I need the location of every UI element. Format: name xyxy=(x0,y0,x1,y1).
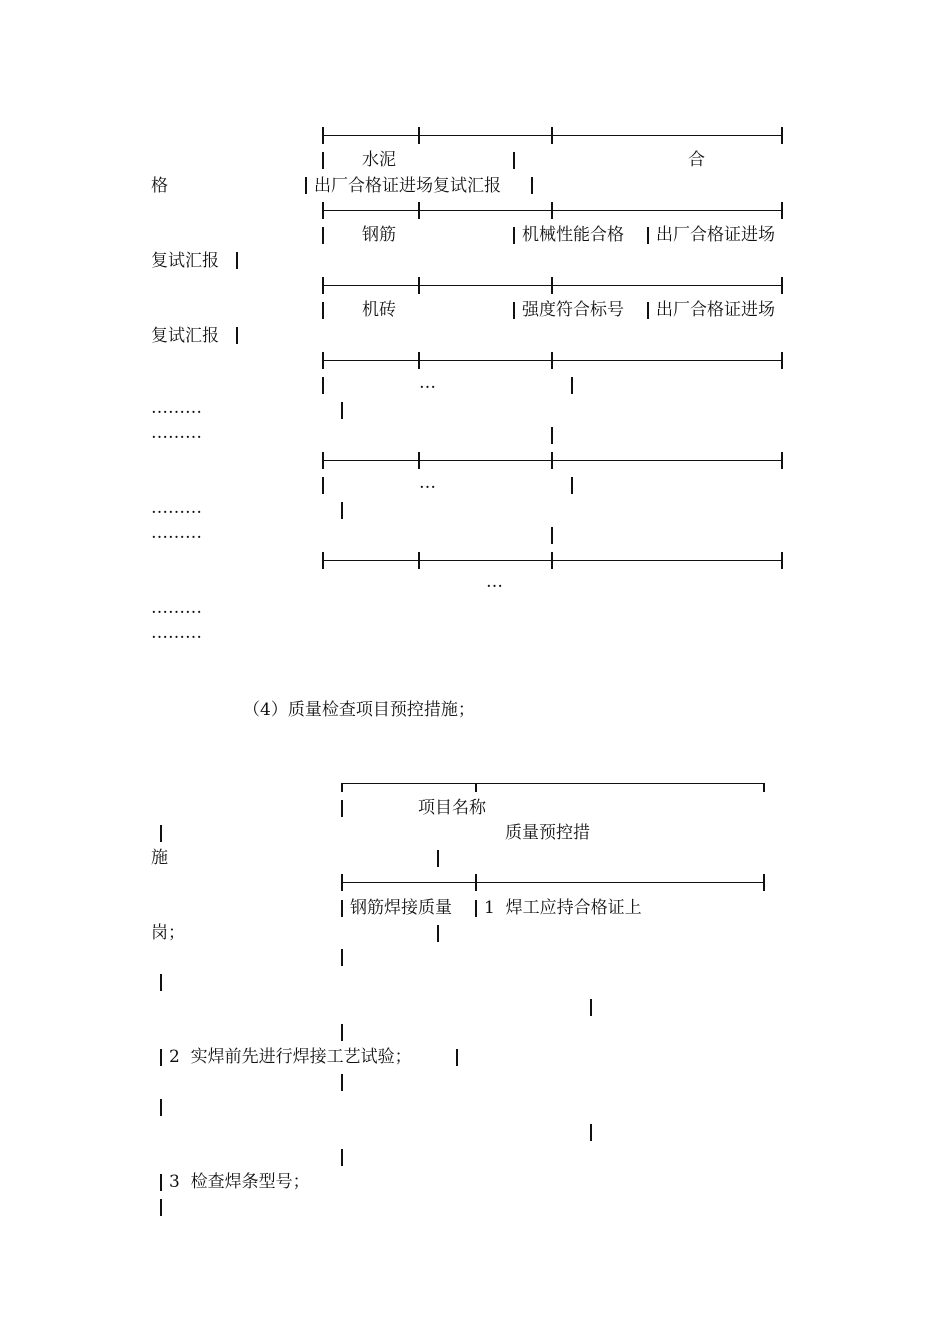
header-item-name: 项目名称 xyxy=(418,798,486,818)
table-rule-tick xyxy=(551,452,553,469)
cell-divider xyxy=(551,527,553,544)
table-rule-tick xyxy=(781,352,783,369)
table-rule-tick xyxy=(551,352,553,369)
table-rule-tick xyxy=(763,874,765,891)
table-rule-tick xyxy=(781,552,783,569)
cell-divider xyxy=(341,1074,343,1091)
table-rule-tick xyxy=(551,552,553,569)
cell-divider xyxy=(647,227,649,244)
cell-divider xyxy=(341,900,343,917)
cell-divider xyxy=(513,227,515,244)
table-rule-tick xyxy=(322,452,324,469)
table-corner xyxy=(341,783,343,792)
table-rule-tick xyxy=(781,452,783,469)
cell-divider xyxy=(160,1049,162,1066)
cell-divider xyxy=(341,402,343,419)
cell-divider xyxy=(571,377,573,394)
cell-divider xyxy=(322,377,324,394)
cell-divider xyxy=(322,227,324,244)
ellipsis: ……… xyxy=(151,623,202,643)
table-rule-tick xyxy=(322,202,324,219)
table-rule-tick xyxy=(418,277,420,294)
cell-divider xyxy=(531,177,533,194)
brick-certificate-wrap: 复试汇报 xyxy=(151,326,219,346)
table-rule-tick xyxy=(475,874,477,891)
cement-certificate: 出厂合格证进场复试汇报 xyxy=(314,176,501,196)
cell-divider xyxy=(437,925,439,942)
cell-divider xyxy=(160,1199,162,1216)
cell-divider xyxy=(647,302,649,319)
ellipsis: ……… xyxy=(151,598,202,618)
cell-divider xyxy=(305,177,307,194)
ellipsis: ……… xyxy=(151,423,202,443)
cell-divider xyxy=(236,327,238,344)
table-rule-tick xyxy=(322,552,324,569)
cell-divider xyxy=(475,900,477,917)
table-rule-tick xyxy=(418,127,420,144)
cell-divider xyxy=(551,427,553,444)
table-rule-tick xyxy=(781,202,783,219)
ellipsis: … xyxy=(419,373,436,393)
ellipsis: … xyxy=(486,572,503,592)
table-rule-tick xyxy=(322,127,324,144)
brick-certificate: 出厂合格证进场 xyxy=(656,300,775,320)
table-rule-tick xyxy=(418,352,420,369)
table-rule-tick xyxy=(418,202,420,219)
table-rule xyxy=(342,882,764,883)
table-rule-tick xyxy=(781,277,783,294)
ellipsis: ……… xyxy=(151,498,202,518)
cell-divider xyxy=(160,825,162,842)
ellipsis: ……… xyxy=(151,398,202,418)
table-rule-tick xyxy=(551,202,553,219)
table-rule-tick xyxy=(418,452,420,469)
measure-3: 3 检查焊条型号； xyxy=(169,1172,310,1192)
section-heading: （4）质量检查项目预控措施； xyxy=(243,700,475,720)
cell-divider xyxy=(160,1174,162,1191)
table-rule-tick xyxy=(341,874,343,891)
cell-divider xyxy=(341,1149,343,1166)
cell-divider xyxy=(322,152,324,169)
measure-2: 2 实焊前先进行焊接工艺试验； xyxy=(169,1047,412,1067)
rebar-certificate: 出厂合格证进场 xyxy=(656,225,775,245)
material-name-brick: 机砖 xyxy=(362,300,396,320)
table-rule-tick xyxy=(322,277,324,294)
cell-divider xyxy=(341,502,343,519)
table-rule-tick xyxy=(418,552,420,569)
cell-divider xyxy=(437,850,439,867)
material-name-rebar: 钢筋 xyxy=(362,225,396,245)
header-measures-wrap: 施 xyxy=(151,848,168,868)
cell-divider xyxy=(322,477,324,494)
table-corner xyxy=(475,783,477,792)
item-name-rebar-welding: 钢筋焊接质量 xyxy=(350,898,452,918)
table-top-border xyxy=(342,783,764,784)
cell-divider xyxy=(322,302,324,319)
table-rule-tick xyxy=(551,277,553,294)
cell-divider xyxy=(513,302,515,319)
cell-divider xyxy=(571,477,573,494)
cell-divider xyxy=(160,974,162,991)
cement-check-fragment: 合 xyxy=(688,150,705,170)
material-name-cement: 水泥 xyxy=(362,150,396,170)
table-corner xyxy=(763,783,765,792)
table-rule-tick xyxy=(551,127,553,144)
ellipsis: ……… xyxy=(151,523,202,543)
brick-check: 强度符合标号 xyxy=(522,300,624,320)
cell-divider xyxy=(341,949,343,966)
ellipsis: … xyxy=(419,473,436,493)
cell-divider xyxy=(341,1024,343,1041)
measure-1-wrap: 岗； xyxy=(151,923,185,943)
cell-divider xyxy=(456,1049,458,1066)
cement-check-wrap: 格 xyxy=(151,176,168,196)
cell-divider xyxy=(590,999,592,1016)
table-rule-tick xyxy=(322,352,324,369)
rebar-certificate-wrap: 复试汇报 xyxy=(151,251,219,271)
cell-divider xyxy=(236,252,238,269)
header-measures: 质量预控措 xyxy=(505,823,590,843)
measure-1: 1 焊工应持合格证上 xyxy=(484,898,642,918)
cell-divider xyxy=(590,1124,592,1141)
cell-divider xyxy=(160,1099,162,1116)
table-rule-tick xyxy=(781,127,783,144)
rebar-check: 机械性能合格 xyxy=(522,225,624,245)
cell-divider xyxy=(513,152,515,169)
cell-divider xyxy=(341,800,343,817)
